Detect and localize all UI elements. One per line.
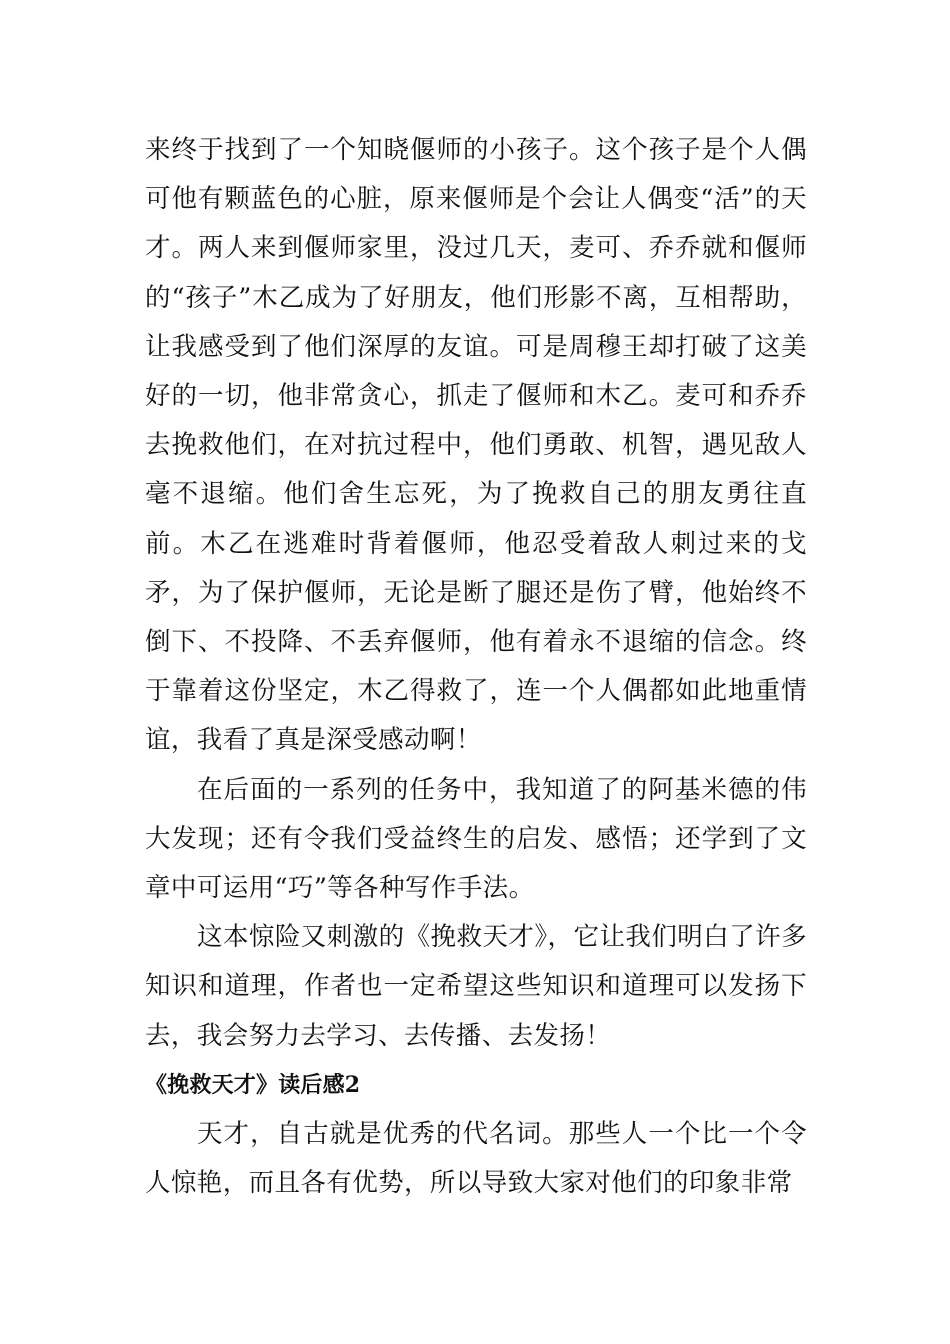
section-heading: 《挽救天才》读后感2 [145, 1071, 361, 1098]
document-body [145, 126, 807, 1208]
paragraph-1: 来终于找到了一个知晓偃师的小孩子。这个孩子是个人偶可他有颗蓝色的心脏，原来偃师是个会让人偶变“活”的天才。两人来到偃师家里，没过几天，麦可、乔乔就和偃师的“孩子”木乙成为了好朋友，他们形影不离，互相帮助，让我感受到了他们深厚的友谊。可是周穆王却打破了这美好的一切，他非常贪心，抓走了偃师和木乙。麦可和乔乔去挽救他们，在对抗过程中，他们勇敢、机智，遇见敌人毫不退缩。他们舍生忘死，为了挽救自己的朋友勇往直前。木乙在逃难时背着偃师，他忍受着敌人刺过来的戈矛，为了保护偃师，无论是断了腿还是伤了臂，他始终不倒下、不投降、不丢弃偃师，他有着永不退缩的信念。终于靠着这份坚定，木乙得救了，连一个人偶都如此地重情谊，我看了真是深受感动啊！ [145, 135, 807, 756]
paragraph-4: 天才，自古就是优秀的代名词。那些人一个比一个令人惊艳，而且各有优势，所以导致大家对他们的印象非常 [145, 1119, 807, 1199]
paragraph-2: 在后面的一系列的任务中，我知道了的阿基米德的伟大发现；还有令我们受益终生的启发、感悟；还学到了文章中可运用“巧”等各种写作手法。 [145, 774, 807, 904]
paragraph-3: 这本惊险又刺激的《挽救天才》，它让我们明白了许多知识和道理，作者也一定希望这些知识和道理可以发扬下去，我会努力去学习、去传播、去发扬！ [145, 922, 807, 1051]
